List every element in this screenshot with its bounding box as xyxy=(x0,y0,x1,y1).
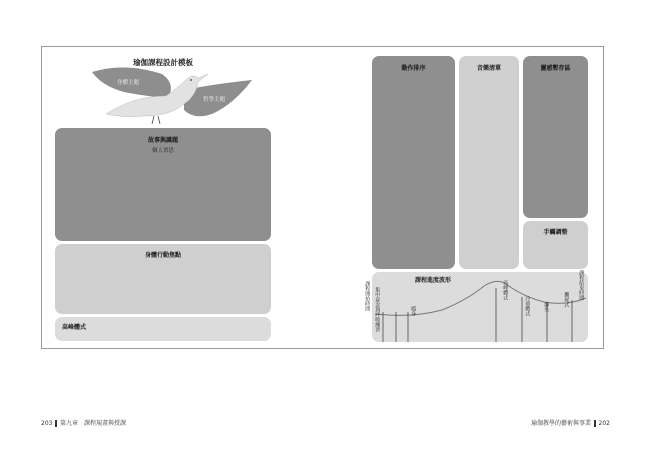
actions-title: 動作排序 xyxy=(401,65,426,72)
wave-label-warmup: 暖身 xyxy=(410,306,417,316)
adjust-title: 手觸調整 xyxy=(543,229,568,236)
notes-box[interactable] xyxy=(523,56,588,218)
left-chapter-title: 第九章 課程規畫與授課 xyxy=(59,420,126,427)
bird-legs xyxy=(152,116,160,124)
peak-box[interactable] xyxy=(55,317,271,341)
story-box[interactable] xyxy=(55,128,271,241)
bird-illustration xyxy=(84,62,256,130)
wave-title: 課程進度波形 xyxy=(415,277,452,284)
wave-label-open: 課程開始時間 xyxy=(364,281,371,311)
wing-left-label: 身體主題 xyxy=(117,80,140,86)
music-title: 音樂清單 xyxy=(476,65,501,72)
actions-box[interactable] xyxy=(372,56,455,269)
wave-label-savasana: 攤屍式 xyxy=(563,292,570,307)
footer-left xyxy=(41,418,126,427)
wave-label-warm: 集中意念與呼吸練習 xyxy=(374,287,381,332)
focus-title: 身體行動焦點 xyxy=(144,252,181,259)
adjust-box[interactable] xyxy=(523,221,588,269)
right-page-number: 202 xyxy=(598,420,610,427)
wave-box[interactable] xyxy=(364,270,588,342)
footer-bar-left xyxy=(55,420,57,427)
right-book-title: 瑜伽教學的藝術與事業 xyxy=(531,420,592,427)
wave-curve xyxy=(372,272,588,342)
template-title: 瑜伽課程設計模板 xyxy=(133,58,193,67)
wave-label-rest: 靜坐 xyxy=(543,302,550,312)
bird-eye xyxy=(190,79,192,81)
left-page-number: 203 xyxy=(41,420,53,427)
peak-title: 高峰體式 xyxy=(62,324,87,331)
wing-right-label: 哲學主題 xyxy=(203,97,226,103)
story-title: 故事與識題 xyxy=(147,137,178,144)
wave-label-end: 課程結束時間 xyxy=(578,270,585,300)
footer-bar-right xyxy=(594,420,596,427)
focus-box[interactable] xyxy=(55,244,271,314)
notes-title: 靈感暫存區 xyxy=(540,65,571,72)
story-subtitle: 個人省思 xyxy=(151,148,174,154)
music-box[interactable] xyxy=(459,56,519,269)
wave-label-peak: 高峰體式 xyxy=(502,280,509,300)
wave-label-cool: 冷卻體式 xyxy=(524,296,531,316)
footer-right xyxy=(531,418,610,427)
